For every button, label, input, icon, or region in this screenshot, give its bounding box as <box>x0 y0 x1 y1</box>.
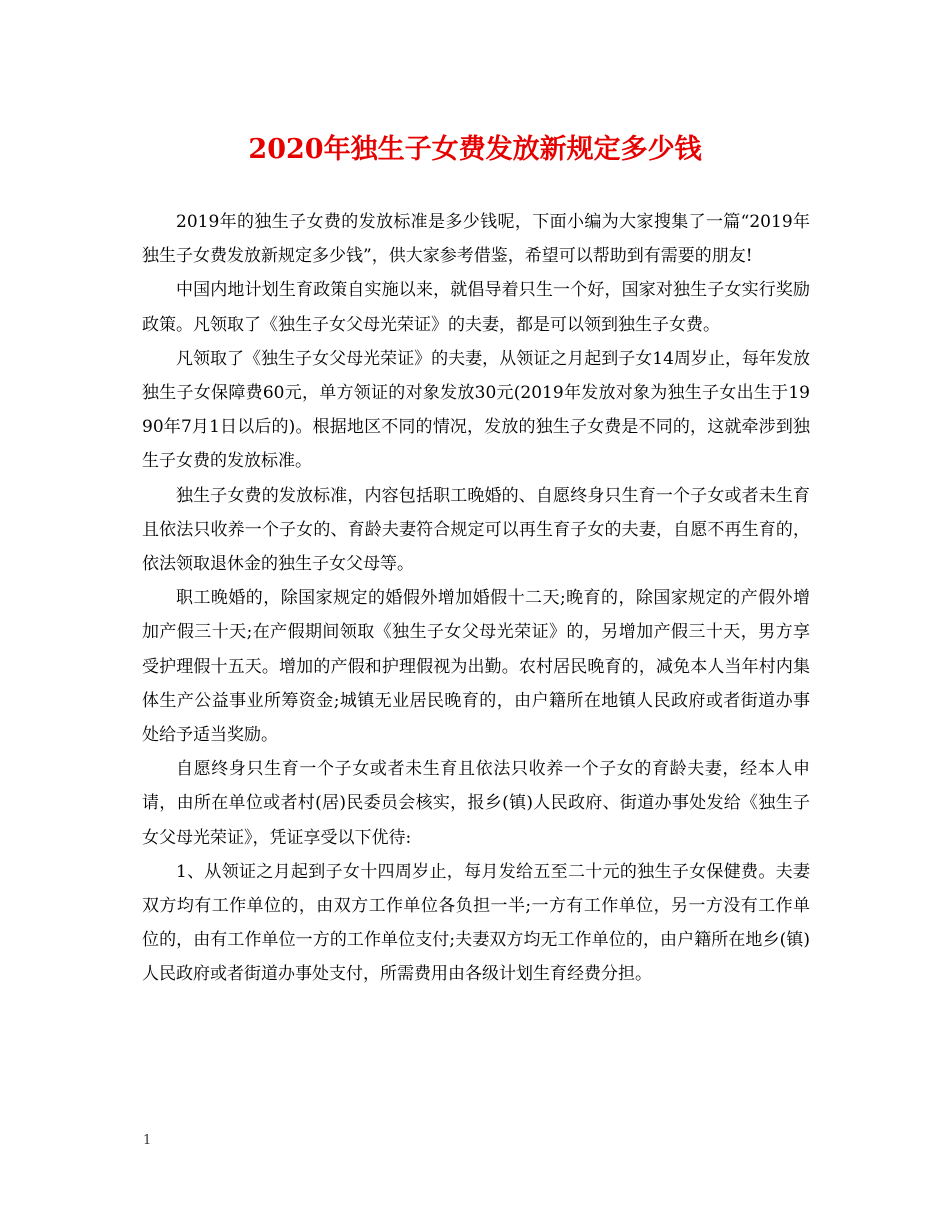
paragraph-late-marriage: 职工晚婚的，除国家规定的婚假外增加婚假十二天;晚育的，除国家规定的产假外增加产假三十天;在产假期间领取《独生子女父母光荣证》的，另增加产假三十天，男方享受护理假十五天。增加的产假和护理假视为出勤。农村居民晚育的，减免本人当年村内集体生产公益事业所筹资金;城镇无业居民晚育的，由户籍所在地镇人民政府或者街道办事处给予适当奖励。 <box>142 588 810 746</box>
paragraph-certificate: 自愿终身只生育一个子女或者未生育且依法只收养一个子女的育龄夫妻，经本人申请，由所在单位或者村(居)民委员会核实，报乡(镇)人民政府、街道办事处发给《独生子女父母光荣证》，凭证享受以下优待: <box>142 759 810 848</box>
document-body <box>142 205 810 992</box>
document-title: 2020年独生子女费发放新规定多少钱 <box>248 134 702 165</box>
paragraph-policy: 中国内地计划生育政策自实施以来，就倡导着只生一个好，国家对独生子女实行奖励政策。凡领取了《独生子女父母光荣证》的夫妻，都是可以领到独生子女费。 <box>142 280 810 335</box>
paragraph-eligibility: 独生子女费的发放标准，内容包括职工晚婚的、自愿终身只生育一个子女或者未生育且依法只收养一个子女的、育龄夫妻符合规定可以再生育子女的夫妻，自愿不再生育的，依法领取退休金的独生子女父母等。 <box>142 485 810 575</box>
page-number: 1 <box>143 1133 152 1148</box>
paragraph-intro: 2019年的独生子女费的发放标准是多少钱呢，下面小编为大家搜集了一篇“2019年独生子女费发放新规定多少钱”，供大家参考借鉴，希望可以帮助到有需要的朋友! <box>142 212 810 267</box>
paragraph-benefit-1: 1、从领证之月起到子女十四周岁止，每月发给五至二十元的独生子女保健费。夫妻双方均有工作单位的，由双方工作单位各负担一半;一方有工作单位，另一方没有工作单位的，由有工作单位一方的工作单位支付;夫妻双方均无工作单位的，由户籍所在地乡(镇)人民政府或者街道办事处支付，所需费用由各级计划生育经费分担。 <box>142 861 810 985</box>
paragraph-payment-standard: 凡领取了《独生子女父母光荣证》的夫妻，从领证之月起到子女14周岁止，每年发放独生子女保障费60元，单方领证的对象发放30元(2019年发放对象为独生子女出生于1990年7月1日以后的)。根据地区不同的情况，发放的独生子女费是不同的，这就牵涉到独生子女费的发放标准。 <box>142 348 810 472</box>
